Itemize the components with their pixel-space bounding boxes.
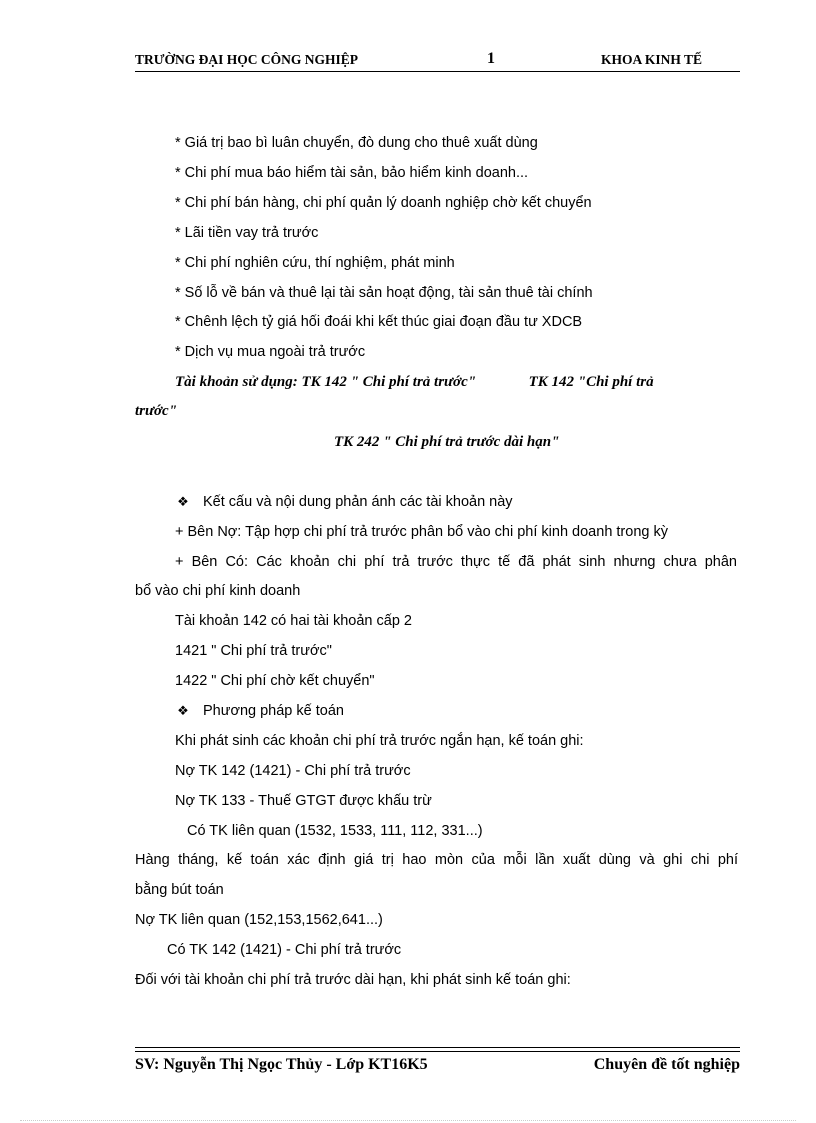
monthly-paragraph: Hàng tháng, kế toán xác định giá trị hao mòn của mỗi lần xuất dùng và ghi chi phí (135, 852, 738, 868)
section-bullet-structure (175, 493, 513, 511)
sub-account-item: 1421 " Chi phí trả trước" (175, 643, 332, 659)
list-item: * Chi phí mua báo hiểm tài sản, bảo hiểm kinh doanh... (175, 165, 529, 181)
page-header (135, 52, 740, 72)
journal-entry: Nợ TK 142 (1421) - Chi phí trả trước (175, 763, 411, 779)
list-item: * Số lỗ về bán và thuê lại tài sản hoạt động, tài sản thuê tài chính (175, 285, 593, 301)
list-item: * Giá trị bao bì luân chuyển, đò dung cho thuê xuất dùng (175, 135, 538, 151)
list-item: * Dịch vụ mua ngoài trả trước (175, 344, 366, 360)
account-242-line: TK 242 " Chi phí trả trước dài hạn" (334, 434, 560, 450)
list-item: * Chi phí nghiên cứu, thí nghiệm, phát minh (175, 255, 455, 271)
list-item: * Chênh lệch tỷ giá hối đoái khi kết thúc giai đoạn đầu tư XDCB (175, 314, 583, 330)
page-footer (135, 1056, 740, 1078)
list-item: * Chi phí bán hàng, chi phí quản lý doanh nghiệp chờ kết chuyển (175, 195, 592, 211)
student-info: SV: Nguyễn Thị Ngọc Thủy - Lớp KT16K5 (135, 1056, 428, 1073)
journal-entry: Có TK 142 (1421) - Chi phí trả trước (167, 942, 402, 958)
accounts-used-line: Tài khoản sử dụng: TK 142 " Chi phí trả trước" TK 142 "Chi phí trả (175, 374, 654, 390)
bullet-text: Phương pháp kế toán (203, 703, 344, 719)
debit-side-line: + Bên Nợ: Tập hợp chi phí trả trước phân bổ vào chi phí kinh doanh trong kỳ (175, 524, 668, 540)
bullet-text: Kết cấu và nội dung phản ánh các tài khoản này (203, 494, 513, 510)
diamond-bullet-icon: ❖ (177, 703, 189, 718)
footer-rule-top (135, 1047, 740, 1048)
sub-account-item: 1422 " Chi phí chờ kết chuyển" (175, 673, 375, 689)
diamond-bullet-icon: ❖ (177, 494, 189, 509)
long-term-paragraph: Đối với tài khoản chi phí trả trước dài hạn, khi phát sinh kế toán ghi: (135, 972, 571, 988)
page-number: 1 (487, 50, 495, 67)
method-intro: Khi phát sinh các khoản chi phí trả trước ngắn hạn, kế toán ghi: (175, 733, 584, 749)
list-item: * Lãi tiền vay trả trước (175, 225, 319, 241)
footer-rule-bottom (135, 1051, 740, 1052)
sub-accounts-intro: Tài khoản 142 có hai tài khoản cấp 2 (175, 613, 412, 629)
credit-side-line: + Bên Có: Các khoản chi phí trả trước thực tế đã phát sinh nhưng chưa phân (175, 554, 737, 570)
journal-entry: Có TK liên quan (1532, 1533, 111, 112, 331...) (187, 823, 483, 839)
header-rule (135, 71, 740, 72)
journal-entry: Nợ TK 133 - Thuế GTGT được khấu trừ (175, 793, 432, 809)
thesis-title: Chuyên đề tốt nghiệp (593, 1056, 740, 1073)
section-bullet-method (175, 702, 344, 720)
monthly-paragraph-cont: bằng bút toán (135, 882, 224, 898)
credit-side-line-cont: bổ vào chi phí kinh doanh (135, 583, 301, 599)
school-name: TRƯỜNG ĐẠI HỌC CÔNG NGHIỆP (135, 52, 359, 67)
page-bottom-border (20, 1120, 796, 1121)
journal-entry: Nợ TK liên quan (152,153,1562,641...) (135, 912, 383, 928)
department-name: KHOA KINH TẾ (600, 52, 702, 67)
accounts-used-line-cont: trước" (135, 403, 178, 419)
